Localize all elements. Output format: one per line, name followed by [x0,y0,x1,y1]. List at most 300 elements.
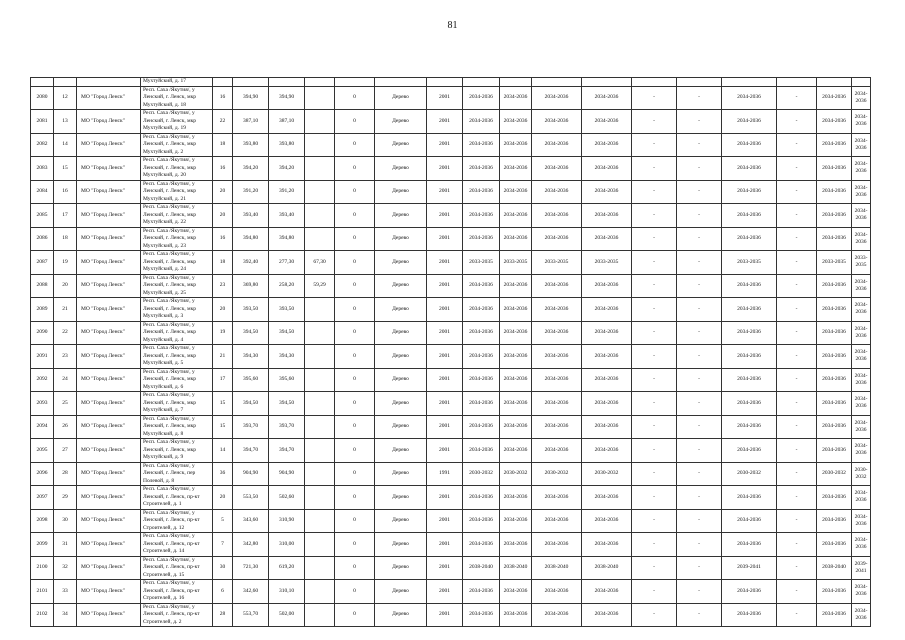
dash-col-1: - [632,157,677,181]
period-col-6: 2034-2036 [817,580,852,604]
period-col-7: 2034-2036 [852,368,871,392]
total-area: 394,30 [233,345,269,369]
dash-col-3: - [777,133,817,157]
period-col-1: 2034-2036 [463,345,500,369]
row-number: 2099 [31,533,54,557]
total-area: 394,70 [233,439,269,463]
address-line: Мухтуйский, д. 4 [143,336,184,343]
wall-material: Дерево [375,345,427,369]
build-year: 2001 [427,533,463,557]
period-col-7: 2034-2036 [852,157,871,181]
dash-col-2: - [677,345,722,369]
period-col-1: 2033-2035 [463,251,500,275]
period-col-5: 2034-2036 [722,157,777,181]
wall-material: Дерево [375,580,427,604]
period-col-7: 2034-2036 [852,439,871,463]
address-line: Ленский, г. Ленск, мкр [143,117,197,124]
period-col-5: 2034-2036 [722,368,777,392]
dash-col-1: - [632,345,677,369]
address [141,298,213,322]
local-number: 25 [54,392,77,416]
period-col-6: 2038-2040 [817,556,852,580]
period-col-2: 2030-2032 [500,462,532,486]
build-year: 2001 [427,86,463,110]
row-number: 2096 [31,462,54,486]
zero-value: 0 [335,486,375,510]
row-number: 2097 [31,486,54,510]
period-col-2: 2034-2036 [500,110,532,134]
dash-col-2: - [677,298,722,322]
period-col-4: 2034-2036 [582,345,632,369]
wall-material: Дерево [375,533,427,557]
address [141,603,213,627]
address-line: Респ. Саха /Якутия/, у [143,415,195,422]
row-number: 2080 [31,86,54,110]
period-col-3: 2033-2035 [532,251,582,275]
dash-col-2: - [677,368,722,392]
address [141,439,213,463]
dash-col-3: - [777,180,817,204]
municipality: МО "Город Ленск" [77,157,141,181]
zero-value: 0 [335,462,375,486]
period-col-5: 2034-2036 [722,110,777,134]
dash-col-2: - [677,274,722,298]
address [141,204,213,228]
total-area: 904,90 [233,462,269,486]
address-line: Ленский, г. Ленск, пр-кт [143,517,200,523]
period-col-7: 2034-2036 [852,227,871,251]
wall-material: Дерево [375,227,427,251]
municipality: МО "Город Ленск" [77,392,141,416]
period-col-1: 2034-2036 [463,533,500,557]
municipality: МО "Город Ленск" [77,415,141,439]
zero-value: 0 [335,321,375,345]
address-line: Ленский, г. Ленск, пр-кт [143,540,200,547]
table-row [31,157,871,181]
period-col-3: 2034-2036 [532,509,582,533]
period-col-5: 2034-2036 [722,415,777,439]
living-area: 394,50 [269,321,305,345]
address [141,462,213,486]
total-area: 342,80 [233,533,269,557]
dash-col-1: - [632,274,677,298]
housing-register-table [30,77,871,627]
build-year: 2001 [427,345,463,369]
period-col-2: 2034-2036 [500,580,532,604]
period-col-5: 2034-2036 [722,227,777,251]
address-line: Мухтуйский, д. 7 [143,407,184,413]
residents-count: 16 [213,157,233,181]
wall-material: Дерево [375,486,427,510]
municipality: МО "Город Ленск" [77,274,141,298]
table-row [31,251,871,275]
address [141,509,213,533]
period-col-7: 2034-2036 [852,415,871,439]
period-col-1: 2034-2036 [463,180,500,204]
total-area: 387,10 [233,110,269,134]
address-line: Ленский, г. Ленск, мкр [143,282,197,288]
municipality: МО "Город Ленск" [77,556,141,580]
address-line: Строителей, д. 2 [143,618,182,625]
build-year: 2001 [427,298,463,322]
build-year: 2001 [427,133,463,157]
period-col-7: 2034-2036 [852,345,871,369]
non-residential-area [305,110,335,134]
dash-col-1: - [632,133,677,157]
total-area: 394,50 [233,321,269,345]
address-line: Ленский, г. Ленск, пр-кт [143,493,200,500]
local-number: 26 [54,415,77,439]
period-col-4: 2030-2032 [582,462,632,486]
non-residential-area [305,321,335,345]
municipality: МО "Город Ленск" [77,462,141,486]
address-line: Полевой, д. 8 [143,477,175,484]
municipality: МО "Город Ленск" [77,227,141,251]
non-residential-area [305,392,335,416]
period-col-1: 2034-2036 [463,368,500,392]
residents-count: 16 [213,86,233,110]
living-area: 904,90 [269,462,305,486]
dash-col-1: - [632,392,677,416]
wall-material: Дерево [375,157,427,181]
period-col-1: 2030-2032 [463,462,500,486]
address-line: Респ. Саха /Якутия/, у [143,556,195,563]
period-col-3: 2034-2036 [532,180,582,204]
period-col-4: 2034-2036 [582,533,632,557]
continuation-row [31,78,871,87]
dash-col-1: - [632,110,677,134]
address-line: Строителей, д. 15 [143,571,185,578]
period-col-2: 2034-2036 [500,321,532,345]
build-year: 2001 [427,227,463,251]
wall-material: Дерево [375,556,427,580]
zero-value: 0 [335,392,375,416]
period-col-6: 2034-2036 [817,439,852,463]
period-col-2: 2033-2035 [500,251,532,275]
address-line: Респ. Саха /Якутия/, у [143,133,195,140]
dash-col-2: - [677,86,722,110]
municipality: МО "Город Ленск" [77,368,141,392]
residents-count: 36 [213,462,233,486]
period-col-6: 2034-2036 [817,368,852,392]
period-col-6: 2030-2032 [817,462,852,486]
total-area: 394,90 [233,86,269,110]
period-col-6: 2034-2036 [817,110,852,134]
municipality: МО "Город Ленск" [77,86,141,110]
dash-col-2: - [677,180,722,204]
wall-material: Дерево [375,86,427,110]
dash-col-3: - [777,298,817,322]
period-col-4: 2034-2036 [582,580,632,604]
local-number: 16 [54,180,77,204]
period-col-2: 2034-2036 [500,227,532,251]
wall-material: Дерево [375,603,427,627]
living-area: 395,60 [269,368,305,392]
residents-count: 20 [213,180,233,204]
dash-col-3: - [777,157,817,181]
local-number: 19 [54,251,77,275]
local-number: 12 [54,86,77,110]
table-row [31,486,871,510]
address-line: Ленский, г. Ленск, мкр [143,141,197,147]
row-number: 2090 [31,321,54,345]
period-col-7: 2034-2036 [852,110,871,134]
total-area: 369,80 [233,274,269,298]
zero-value: 0 [335,298,375,322]
period-col-4: 2034-2036 [582,204,632,228]
period-col-1: 2034-2036 [463,415,500,439]
local-number: 29 [54,486,77,510]
table-row [31,533,871,557]
municipality: МО "Город Ленск" [77,533,141,557]
municipality: МО "Город Ленск" [77,321,141,345]
period-col-2: 2034-2036 [500,415,532,439]
row-number: 2101 [31,580,54,604]
address-line: Ленский, г. Ленск, мкр [143,211,197,218]
address-line: Мухтуйский, д. 8 [143,430,184,437]
period-col-4: 2034-2036 [582,157,632,181]
dash-col-2: - [677,533,722,557]
address-line: Ленский, г. Ленск, мкр [143,376,197,382]
address [141,274,213,298]
period-col-3: 2034-2036 [532,580,582,604]
wall-material: Дерево [375,392,427,416]
zero-value: 0 [335,509,375,533]
period-col-7: 2034-2036 [852,204,871,228]
period-col-4: 2034-2036 [582,133,632,157]
wall-material: Дерево [375,415,427,439]
residents-count: 17 [213,368,233,392]
period-col-4: 2038-2040 [582,556,632,580]
address-line: Респ. Саха /Якутия/, у [143,274,195,281]
period-col-5: 2034-2036 [722,274,777,298]
dash-col-2: - [677,486,722,510]
build-year: 2001 [427,415,463,439]
table-row [31,133,871,157]
build-year: 2001 [427,368,463,392]
dash-col-1: - [632,227,677,251]
living-area: 394,70 [269,439,305,463]
dash-col-1: - [632,180,677,204]
living-area: 394,20 [269,157,305,181]
period-col-6: 2034-2036 [817,180,852,204]
address-line: Респ. Саха /Якутия/, у [143,180,195,187]
table-row [31,439,871,463]
row-number: 2092 [31,368,54,392]
residents-count: 22 [213,110,233,134]
residents-count: 23 [213,274,233,298]
address-line: Респ. Саха /Якутия/, у [143,345,195,351]
dash-col-3: - [777,556,817,580]
row-number: 2086 [31,227,54,251]
address-line: Мухтуйский, д. 21 [143,195,186,202]
period-col-5: 2034-2036 [722,204,777,228]
address-line: Респ. Саха /Якутия/, у [143,392,195,398]
period-col-5: 2034-2036 [722,603,777,627]
address-line: Респ. Саха /Якутия/, у [143,509,195,516]
period-col-4: 2034-2036 [582,86,632,110]
build-year: 2001 [427,439,463,463]
residents-count: 21 [213,345,233,369]
dash-col-3: - [777,345,817,369]
wall-material: Дерево [375,133,427,157]
build-year: 1991 [427,462,463,486]
row-number: 2089 [31,298,54,322]
municipality: МО "Город Ленск" [77,204,141,228]
period-col-4: 2034-2036 [582,509,632,533]
period-col-6: 2034-2036 [817,157,852,181]
residents-count: 6 [213,580,233,604]
zero-value: 0 [335,556,375,580]
dash-col-1: - [632,462,677,486]
municipality: МО "Город Ленск" [77,251,141,275]
period-col-1: 2034-2036 [463,110,500,134]
period-col-2: 2034-2036 [500,345,532,369]
period-col-3: 2034-2036 [532,345,582,369]
table-row [31,110,871,134]
wall-material: Дерево [375,110,427,134]
dash-col-1: - [632,321,677,345]
dash-col-2: - [677,415,722,439]
dash-col-2: - [677,157,722,181]
build-year: 2001 [427,157,463,181]
dash-col-2: - [677,392,722,416]
period-col-5: 2034-2036 [722,345,777,369]
dash-col-2: - [677,227,722,251]
row-number: 2083 [31,157,54,181]
address-line: Мухтуйский, д. 20 [143,172,186,178]
period-col-6: 2034-2036 [817,321,852,345]
period-col-5: 2034-2036 [722,486,777,510]
wall-material: Дерево [375,509,427,533]
period-col-2: 2034-2036 [500,133,532,157]
living-area: 387,10 [269,110,305,134]
local-number: 14 [54,133,77,157]
period-col-3: 2034-2036 [532,204,582,228]
total-area: 343,60 [233,509,269,533]
address-line: Ленский, г. Ленск, мкр [143,305,197,312]
address [141,392,213,416]
build-year: 2001 [427,204,463,228]
period-col-6: 2034-2036 [817,204,852,228]
build-year: 2001 [427,180,463,204]
dash-col-2: - [677,462,722,486]
row-number: 2085 [31,204,54,228]
build-year: 2001 [427,486,463,510]
table-row [31,180,871,204]
zero-value: 0 [335,251,375,275]
living-area: 393,80 [269,133,305,157]
total-area: 393,50 [233,298,269,322]
local-number: 28 [54,462,77,486]
dash-col-3: - [777,110,817,134]
table-row [31,556,871,580]
period-col-5: 2034-2036 [722,298,777,322]
residents-count: 20 [213,204,233,228]
local-number: 21 [54,298,77,322]
total-area: 393,80 [233,133,269,157]
address-line: Мухтуйский, д. 9 [143,454,184,460]
period-col-2: 2034-2036 [500,86,532,110]
living-area: 502,60 [269,486,305,510]
address [141,251,213,275]
address [141,321,213,345]
period-col-7: 2034-2036 [852,180,871,204]
total-area: 553,50 [233,486,269,510]
dash-col-2: - [677,110,722,134]
period-col-4: 2034-2036 [582,439,632,463]
address [141,415,213,439]
dash-col-1: - [632,298,677,322]
period-col-7: 2034-2036 [852,274,871,298]
dash-col-1: - [632,603,677,627]
period-col-3: 2034-2036 [532,603,582,627]
dash-col-1: - [632,509,677,533]
dash-col-2: - [677,580,722,604]
address-line: Респ. Саха /Якутия/, у [143,462,195,469]
period-col-6: 2034-2036 [817,486,852,510]
period-col-5: 2034-2036 [722,180,777,204]
address-line: Респ. Саха /Якутия/, у [143,533,195,539]
municipality: МО "Город Ленск" [77,110,141,134]
non-residential-area [305,533,335,557]
wall-material: Дерево [375,204,427,228]
address-line: Мухтуйский, д. 6 [143,383,184,390]
period-col-7: 2034-2036 [852,321,871,345]
period-col-7: 2030-2032 [852,462,871,486]
address-line: Ленский, г. Ленск, мкр [143,94,197,100]
address [141,133,213,157]
residents-count: 18 [213,251,233,275]
period-col-2: 2034-2036 [500,533,532,557]
build-year: 2001 [427,251,463,275]
address-line: Ленский, г. Ленск, мкр [143,235,197,241]
local-number: 31 [54,533,77,557]
period-col-7: 2033-2035 [852,251,871,275]
period-col-1: 2034-2036 [463,298,500,322]
build-year: 2001 [427,556,463,580]
address-line: Респ. Саха /Якутия/, у [143,603,195,610]
residents-count: 14 [213,439,233,463]
period-col-4: 2034-2036 [582,110,632,134]
dash-col-2: - [677,603,722,627]
period-col-4: 2034-2036 [582,415,632,439]
period-col-2: 2034-2036 [500,392,532,416]
period-col-5: 2034-2036 [722,86,777,110]
address-line: Ленский, г. Ленск, мкр [143,352,197,359]
non-residential-area [305,603,335,627]
dash-col-3: - [777,321,817,345]
period-col-1: 2034-2036 [463,509,500,533]
period-col-6: 2034-2036 [817,533,852,557]
period-col-1: 2034-2036 [463,486,500,510]
period-col-2: 2034-2036 [500,486,532,510]
residents-count: 16 [213,227,233,251]
build-year: 2001 [427,392,463,416]
address-line: Респ. Саха /Якутия/, у [143,321,195,328]
non-residential-area [305,180,335,204]
non-residential-area [305,509,335,533]
table-row [31,415,871,439]
period-col-1: 2034-2036 [463,439,500,463]
non-residential-area [305,462,335,486]
non-residential-area [305,86,335,110]
address-line: Респ. Саха /Якутия/, у [143,204,195,210]
non-residential-area: 67,30 [305,251,335,275]
table-row [31,368,871,392]
period-col-7: 2034-2036 [852,486,871,510]
period-col-1: 2034-2036 [463,133,500,157]
